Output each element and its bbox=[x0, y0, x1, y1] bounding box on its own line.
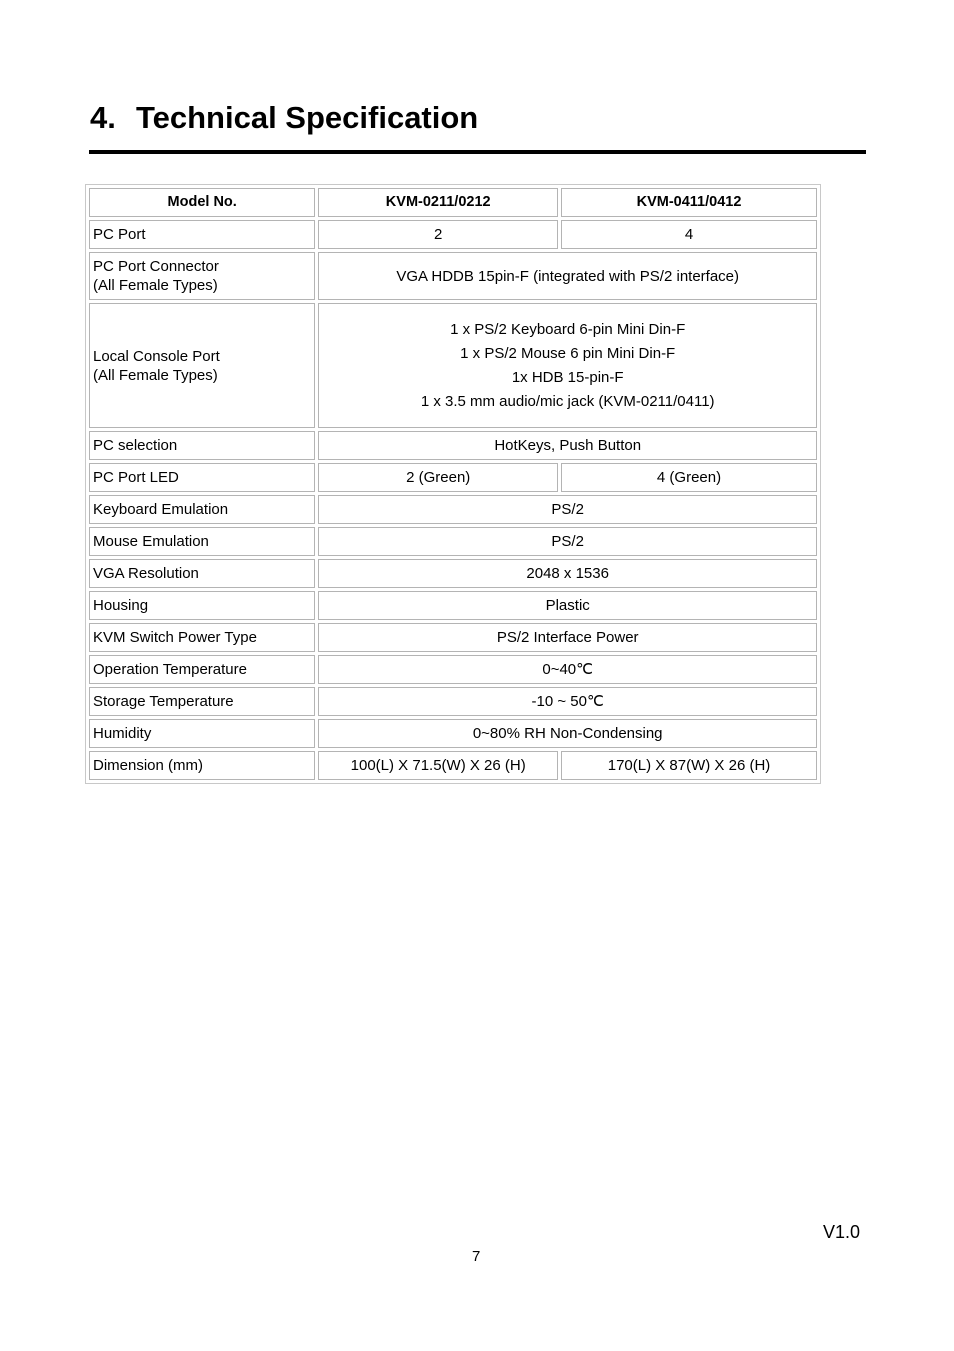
table-row bbox=[89, 591, 817, 620]
cell-value: PS/2 bbox=[318, 495, 817, 524]
row-label: PC selection bbox=[89, 431, 315, 460]
cell-kvm04: 170(L) X 87(W) X 26 (H) bbox=[561, 751, 817, 780]
cell-value: Plastic bbox=[318, 591, 817, 620]
cell-kvm02: 100(L) X 71.5(W) X 26 (H) bbox=[318, 751, 558, 780]
table-row bbox=[89, 220, 817, 249]
row-label: PC Port bbox=[89, 220, 315, 249]
cell-kvm04: 4 (Green) bbox=[561, 463, 817, 492]
row-label-line: PC Port Connector bbox=[93, 258, 219, 275]
heading-rule bbox=[89, 150, 866, 154]
table-header-row bbox=[89, 188, 817, 217]
cell-kvm04: 4 bbox=[561, 220, 817, 249]
version-label: V1.0 bbox=[823, 1222, 861, 1242]
page-number: 7 bbox=[472, 1248, 481, 1265]
table-row bbox=[89, 687, 817, 716]
value-line: 1 x PS/2 Mouse 6 pin Mini Din-F bbox=[460, 345, 676, 362]
row-label: Housing bbox=[89, 591, 315, 620]
cell-value bbox=[318, 303, 817, 428]
table-row bbox=[89, 719, 817, 748]
cell-value: -10 ~ 50℃ bbox=[318, 687, 817, 716]
cell-kvm02: 2 (Green) bbox=[318, 463, 558, 492]
header-model-no: Model No. bbox=[89, 188, 315, 217]
table-row bbox=[89, 527, 817, 556]
row-label: Keyboard Emulation bbox=[89, 495, 315, 524]
table-row bbox=[89, 463, 817, 492]
row-label: Storage Temperature bbox=[89, 687, 315, 716]
table-row bbox=[89, 252, 817, 300]
section-number: 4. bbox=[90, 100, 116, 135]
spec-table bbox=[85, 184, 821, 784]
table-row bbox=[89, 751, 817, 780]
value-line: 1 x PS/2 Keyboard 6-pin Mini Din-F bbox=[450, 321, 686, 338]
row-label-line: Local Console Port bbox=[93, 347, 220, 365]
header-kvm-0411-0412: KVM-0411/0412 bbox=[561, 188, 817, 217]
cell-value: VGA HDDB 15pin-F (integrated with PS/2 interface) bbox=[318, 252, 817, 300]
cell-kvm02: 2 bbox=[318, 220, 558, 249]
row-label-line: (All Female Types) bbox=[93, 277, 218, 294]
section-heading bbox=[90, 98, 478, 138]
row-label: Operation Temperature bbox=[89, 655, 315, 684]
row-label bbox=[89, 252, 315, 300]
row-label bbox=[89, 303, 315, 428]
row-label: VGA Resolution bbox=[89, 559, 315, 588]
table-row bbox=[89, 623, 817, 652]
row-label: PC Port LED bbox=[89, 463, 315, 492]
header-kvm-0211-0212: KVM-0211/0212 bbox=[318, 188, 558, 217]
cell-value: PS/2 Interface Power bbox=[318, 623, 817, 652]
row-label: KVM Switch Power Type bbox=[89, 623, 315, 652]
value-line: 1 x 3.5 mm audio/mic jack (KVM-0211/0411) bbox=[420, 393, 715, 410]
cell-value: 2048 x 1536 bbox=[318, 559, 817, 588]
table-row bbox=[89, 559, 817, 588]
row-label-line: (All Female Types) bbox=[93, 366, 218, 384]
table-row bbox=[89, 431, 817, 460]
cell-value: HotKeys, Push Button bbox=[318, 431, 817, 460]
row-label: Dimension (mm) bbox=[89, 751, 315, 780]
cell-value: 0~40℃ bbox=[318, 655, 817, 684]
section-title: Technical Specification bbox=[136, 100, 479, 135]
table-row bbox=[89, 655, 817, 684]
row-label: Humidity bbox=[89, 719, 315, 748]
value-line: 1x HDB 15-pin-F bbox=[511, 369, 624, 386]
row-label: Mouse Emulation bbox=[89, 527, 315, 556]
table-row bbox=[89, 495, 817, 524]
cell-value: PS/2 bbox=[318, 527, 817, 556]
table-row bbox=[89, 303, 817, 428]
cell-value: 0~80% RH Non-Condensing bbox=[318, 719, 817, 748]
